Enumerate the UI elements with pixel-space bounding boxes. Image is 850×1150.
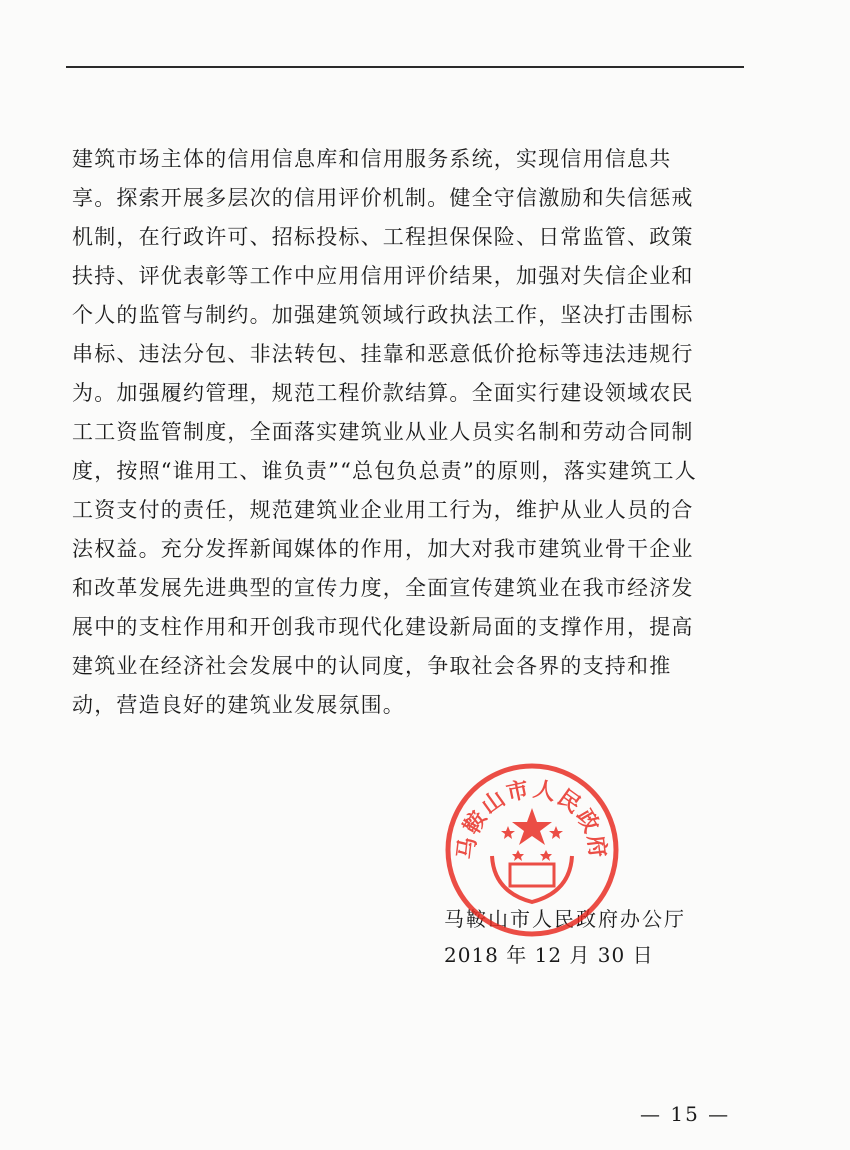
body-line: 串标、违法分包、非法转包、挂靠和恶意低价抢标等违法违规行 — [72, 342, 694, 366]
body-line: 为。加强履约管理，规范工程价款结算。全面实行建设领域农民 — [72, 381, 694, 405]
body-line: 动，营造良好的建筑业发展氛围。 — [72, 693, 405, 717]
signing-date: 2018 年 12 月 30 日 — [444, 943, 654, 967]
body-line: 工工资监管制度，全面落实建筑业从业人员实名制和劳动合同制 — [72, 420, 694, 444]
body-line: 度，按照“谁用工、谁负责”“总包负总责”的原则，落实建筑工人 — [72, 459, 697, 483]
header-rule — [66, 66, 744, 68]
body-line: 机制，在行政许可、招标投标、工程担保保险、日常监管、政策 — [72, 225, 694, 249]
body-line: 工资支付的责任，规范建筑业企业用工行为，维护从业人员的合 — [72, 498, 694, 522]
page-number: — 15 — — [640, 1102, 731, 1126]
body-line: 建筑业在经济社会发展中的认同度，争取社会各界的支持和推 — [72, 654, 672, 678]
body-line: 扶持、评优表彰等工作中应用信用评价结果，加强对失信企业和 — [72, 264, 694, 288]
official-seal-icon — [442, 760, 622, 940]
body-line: 和改革发展先进典型的宣传力度，全面宣传建筑业在我市经济发 — [72, 576, 694, 600]
svg-text:马鞍山市人民政府: 马鞍山市人民政府 — [453, 776, 611, 861]
body-line: 享。探索开展多层次的信用评价机制。健全守信激励和失信惩戒 — [72, 186, 694, 210]
body-line: 展中的支柱作用和开创我市现代化建设新局面的支撑作用，提高 — [72, 615, 694, 639]
body-line: 法权益。充分发挥新闻媒体的作用，加大对我市建筑业骨干企业 — [72, 537, 694, 561]
body-text — [72, 140, 772, 725]
signing-organization: 马鞍山市人民政府办公厅 — [444, 907, 686, 931]
body-line: 个人的监管与制约。加强建筑领域行政执法工作，坚决打击围标 — [72, 303, 694, 327]
body-line: 建筑市场主体的信用信息库和信用服务系统，实现信用信息共 — [72, 147, 672, 171]
